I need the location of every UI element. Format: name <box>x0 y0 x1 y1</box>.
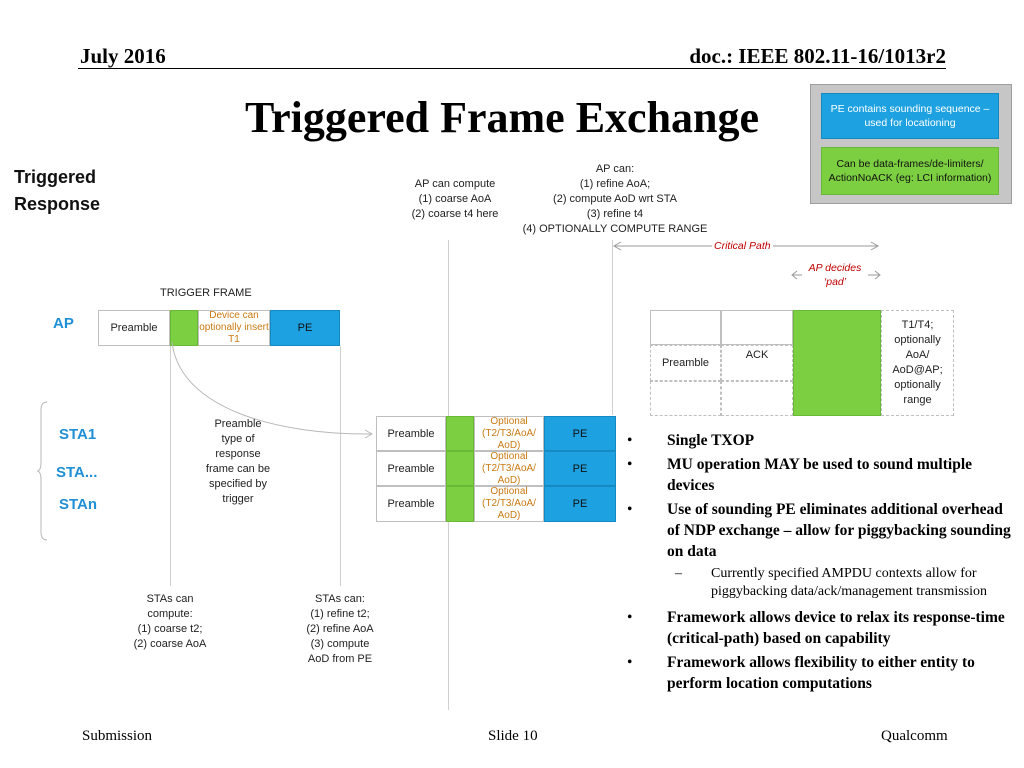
trigger-preamble-field: Preamble <box>98 310 170 346</box>
legend-green-note: Can be data-frames/de-limiters/ ActionNoACK (eg: LCI information) <box>821 147 999 195</box>
ap-resp-cell <box>721 381 793 416</box>
pad-arrow <box>790 269 882 281</box>
station-sta-dots-label: STA... <box>56 464 98 481</box>
ap-resp-ack-field: ACK <box>721 345 793 381</box>
bullet-list <box>627 430 1012 697</box>
ap-decides-pad-label: AP decides ‘pad’ <box>808 262 862 288</box>
ap-resp-data-field <box>793 310 881 416</box>
guide-line <box>612 240 613 415</box>
legend-panel <box>810 84 1012 204</box>
trigger-pe-field: PE <box>270 310 340 346</box>
ap-resp-cell <box>721 310 793 345</box>
trigger-t1-field: Device can optionally insert T1 <box>199 310 269 345</box>
station-stan-label: STAn <box>59 496 98 513</box>
sta1-optional-field: Optional (T2/T3/AoA/ AoD) <box>474 416 544 451</box>
station-brace <box>36 400 50 542</box>
footer-slide-number: Slide 10 <box>488 728 538 744</box>
stas-can-note: STAs can: (1) refine t2; (2) refine AoA (3) compute AoD from PE <box>306 593 374 665</box>
trigger-frame-label: TRIGGER FRAME <box>160 287 252 299</box>
ap-resp-cell <box>650 310 721 345</box>
sta2-preamble-field: Preamble <box>376 451 446 486</box>
stan-preamble-field: Preamble <box>376 486 446 522</box>
header-doc: doc.: IEEE 802.11-16/1013r2 <box>689 44 946 68</box>
ap-can-note: AP can: (1) refine AoA; (2) compute AoD wrt STA (3) refine t4 (4) OPTIONALLY COMPUTE RANGE <box>522 163 708 235</box>
stan-pe-field: PE <box>544 486 616 522</box>
ap-resp-preamble-field: Preamble <box>650 345 721 381</box>
footer-submission: Submission <box>82 728 153 744</box>
bullet-item: • MU operation MAY be used to sound multiple devices <box>627 456 973 494</box>
sta-response-frames <box>376 416 616 522</box>
triggered-response-label: Triggered Response <box>14 167 101 214</box>
bullet-item: • Single TXOP <box>627 432 755 449</box>
bullet-item: • Framework allows flexibility to either entity to perform location computations <box>627 654 975 692</box>
page-title: Triggered Frame Exchange <box>245 93 760 142</box>
sta1-data-field <box>446 416 474 451</box>
bullet-subitem: – Currently specified AMPDU contexts allow for piggybacking data/ack/management transmission <box>675 566 988 599</box>
station-ap-label: AP <box>53 315 74 332</box>
ap-resp-cell <box>650 381 721 416</box>
header-rule <box>78 68 946 69</box>
legend-blue-note: PE contains sounding sequence – used for locationing <box>821 93 999 139</box>
ap-resp-t1t4-field: T1/T4; optionally AoA/ AoD@AP; optionally range <box>881 310 954 416</box>
stas-compute-note: STAs can compute: (1) coarse t2; (2) coarse AoA <box>133 593 207 650</box>
sta2-pe-field: PE <box>544 451 616 486</box>
preamble-type-note: Preamble type of response frame can be specified by trigger <box>205 418 271 505</box>
sta1-pe-field: PE <box>544 416 616 451</box>
sta2-optional-field: Optional (T2/T3/AoA/ AoD) <box>474 451 544 486</box>
bullet-item: • Framework allows device to relax its response-time (critical-path) based on capability <box>627 609 1005 647</box>
critical-path-label: Critical Path <box>714 240 771 252</box>
stan-data-field <box>446 486 474 522</box>
stan-optional-field: Optional (T2/T3/AoA/ AoD) <box>474 486 544 522</box>
header-date: July 2016 <box>80 44 166 68</box>
bullet-item: • Use of sounding PE eliminates additional overhead of NDP exchange – allow for piggybacking sounding on data <box>627 501 1011 560</box>
sta2-data-field <box>446 451 474 486</box>
ap-compute-note: AP can compute (1) coarse AoA (2) coarse t4 here <box>411 178 499 220</box>
footer-company: Qualcomm <box>881 728 948 744</box>
station-sta1-label: STA1 <box>59 426 97 443</box>
ap-response-frame <box>650 310 954 416</box>
sta1-preamble-field: Preamble <box>376 416 446 451</box>
